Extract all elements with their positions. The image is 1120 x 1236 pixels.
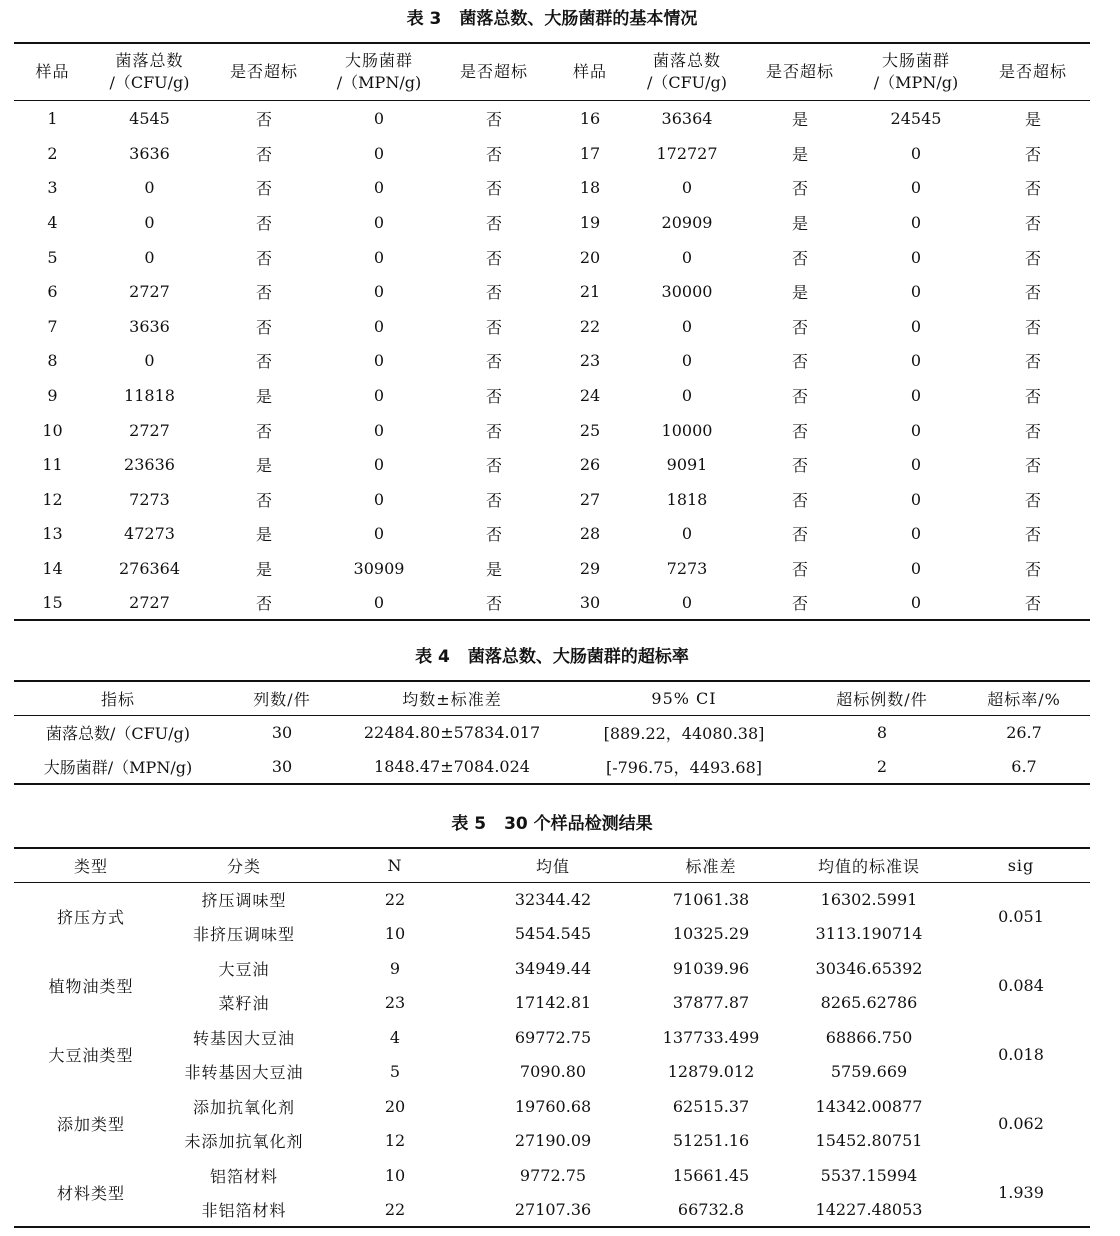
table3-cell: 20909 [661, 212, 713, 232]
table3-cell: 0 [681, 593, 693, 613]
table3-cell: 否 [791, 421, 808, 441]
table3-cell: 0 [373, 385, 385, 405]
table3-cell: 0 [373, 420, 385, 440]
table5-cell: 15452.80751 [815, 1131, 923, 1151]
table4-cell: 菌落总数/（CFU/g) [45, 724, 191, 743]
table3-cell: 0 [910, 489, 922, 509]
table3-cell: 0 [373, 489, 385, 509]
table4-header-cell: 均数±标准差 [402, 689, 502, 709]
table3-cell: 是 [791, 213, 808, 233]
table3-cell: 否 [485, 144, 502, 164]
table3-cell: 否 [1024, 179, 1041, 199]
table3-cell: 否 [485, 213, 502, 233]
table3-header-cell [91, 43, 208, 100]
table3-header-cell [856, 43, 976, 100]
table3-cell: 否 [1024, 352, 1041, 372]
table3-cell: 2727 [129, 420, 170, 440]
table3-cell: 0 [910, 282, 922, 302]
table5-sig-cell: 0.062 [998, 1114, 1044, 1133]
table3-cell: 24 [579, 385, 601, 405]
table3-cell: 否 [485, 525, 502, 545]
table5-cell: 转基因大豆油 [192, 1028, 295, 1048]
table3-cell: 否 [1024, 317, 1041, 337]
table5-type-cell: 添加类型 [56, 1115, 125, 1134]
table3-cell: 21 [579, 282, 601, 302]
table3-cell: 0 [373, 178, 385, 198]
table4-header-cell: 超标率/% [987, 689, 1061, 709]
table3-header-cell: 是否超标 [765, 61, 834, 81]
table3-cell: 0 [681, 385, 693, 405]
table3-cell: 否 [255, 317, 272, 337]
table3-cell: 16 [579, 108, 601, 128]
table3-cell: 否 [485, 248, 502, 268]
table5-cell: 8265.62786 [820, 993, 918, 1013]
table3-cell: 2727 [129, 282, 170, 302]
table5-cell: 69772.75 [514, 1027, 592, 1047]
table3-cell: 否 [791, 594, 808, 614]
table3-cell: 0 [910, 524, 922, 544]
table5-cell: 非转基因大豆油 [184, 1063, 304, 1083]
table3-cell: 276364 [118, 558, 181, 578]
table3-cell: 29 [579, 558, 601, 578]
table3-title: 菌落总数、大肠菌群的基本情况 [459, 9, 698, 29]
table5-cell: 9 [389, 958, 401, 978]
table3-cell: 0 [373, 316, 385, 336]
table4-cell: 30 [271, 723, 293, 742]
table5-cell: 32344.42 [514, 890, 592, 909]
table3-cell: 否 [791, 248, 808, 268]
table3-cell: 22 [579, 316, 601, 336]
table3-cell: 是 [1024, 109, 1041, 129]
header-line: 大肠菌群 [344, 50, 413, 70]
table3-cell: 47273 [124, 524, 175, 544]
header-unit: /（MPN/g) [336, 72, 422, 92]
table4-header-cell: 列数/件 [253, 689, 311, 709]
table5-sig-cell: 1.939 [998, 1182, 1044, 1202]
table5-cell: 14342.00877 [815, 1096, 923, 1116]
table3-cell: 0 [144, 351, 155, 371]
header-line: 菌落总数 [115, 50, 184, 70]
table5-type-cell: 植物油类型 [48, 977, 134, 996]
table5-sig-cell: 0.018 [998, 1045, 1044, 1064]
table3-cell: 否 [791, 525, 808, 545]
table5-cell: 22 [384, 890, 406, 909]
table3-cell: 否 [255, 352, 272, 372]
table3-cell: 否 [1024, 456, 1041, 476]
table5-number: 表 5 [451, 814, 487, 834]
table3-cell: 否 [485, 456, 502, 476]
table3-cell: 8 [47, 351, 58, 371]
header-unit: /（CFU/g) [109, 72, 190, 92]
table5-cell: 非铝箔材料 [201, 1200, 287, 1220]
table3-cell: 18 [579, 178, 601, 198]
table5-cell: 12 [384, 1131, 406, 1151]
table3-cell: 0 [910, 558, 922, 578]
table3-header-cell: 是否超标 [998, 61, 1067, 81]
table3-cell: 19 [579, 212, 601, 232]
table3-cell: 30909 [353, 558, 405, 578]
table5-row [14, 1020, 1090, 1055]
table3-cell: 0 [373, 351, 385, 371]
table3-cell: 否 [485, 490, 502, 510]
table3-cell: 是 [791, 144, 808, 164]
table3-cell: 2727 [129, 593, 170, 613]
table3-cell: 否 [485, 317, 502, 337]
table3-cell: 4 [47, 212, 58, 232]
table3-cell: 11818 [124, 385, 175, 405]
table3-cell: 否 [791, 559, 808, 579]
table5-cell: 10 [384, 1165, 406, 1185]
table3-cell: 否 [1024, 594, 1041, 614]
table3-cell: 5 [47, 247, 58, 267]
table3-cell: 28 [579, 524, 601, 544]
header-line: 菌落总数 [652, 50, 721, 70]
table3-cell: 0 [373, 524, 385, 544]
table3-cell: 23636 [124, 455, 175, 475]
table4 [14, 680, 1090, 785]
table3-cell: 否 [791, 386, 808, 406]
table3-cell: 否 [485, 421, 502, 441]
table5-cell: 5454.545 [514, 924, 592, 944]
table5-type-cell: 大豆油类型 [48, 1046, 134, 1065]
table4-row [14, 715, 1090, 750]
table3-cell: 否 [485, 283, 502, 303]
table3-header-cell [630, 43, 744, 100]
table5-cell: 大豆油 [218, 959, 270, 979]
table3-cell: 13 [42, 524, 63, 544]
table3-cell: 否 [791, 456, 808, 476]
table3-cell: 1818 [666, 489, 708, 509]
table3-cell: 否 [791, 352, 808, 372]
table5-header-cell: 类型 [73, 856, 108, 876]
table3-cell: 0 [910, 385, 922, 405]
table3-header-cell [320, 43, 438, 100]
table3-row [14, 309, 1090, 344]
table3-cell: 否 [255, 421, 272, 441]
table3-cell: 6 [47, 282, 58, 302]
table3-cell: 否 [255, 179, 272, 199]
table5-cell: 71061.38 [672, 890, 750, 909]
table3-row [14, 447, 1090, 482]
table5-row [14, 1193, 1090, 1228]
table3-caption [0, 8, 1104, 30]
table5-cell: 37877.87 [672, 993, 750, 1013]
table5-cell: 10 [384, 924, 406, 944]
table3-cell: 0 [910, 143, 922, 163]
table4-cell: 1848.47±7084.024 [374, 756, 530, 776]
table3-cell: 36364 [661, 108, 713, 128]
table5-cell: 22 [384, 1199, 406, 1219]
table3-cell: 7 [47, 316, 58, 336]
table5-cell: 12879.012 [667, 1062, 755, 1082]
table3-cell: 20 [579, 247, 601, 267]
table4-cell: 30 [271, 756, 293, 776]
table5-cell: 66732.8 [677, 1199, 745, 1219]
table3-cell: 23 [579, 351, 601, 371]
table4-number: 表 4 [415, 647, 450, 667]
table3-cell: 7273 [129, 489, 170, 509]
table5-cell: 9772.75 [519, 1165, 587, 1185]
table3-cell: 30000 [661, 282, 713, 302]
table3-cell: 0 [681, 351, 693, 371]
table3-cell: 否 [1024, 213, 1041, 233]
table4-header-cell: 95% CI [651, 688, 717, 708]
table3-cell: 0 [373, 282, 385, 302]
table5-cell: 30346.65392 [815, 958, 923, 978]
table3-cell: 30 [579, 593, 601, 613]
table3-body [14, 100, 1090, 620]
table5-cell: 16302.5991 [820, 890, 918, 909]
table3-cell: 0 [910, 351, 922, 371]
table5-cell: 20 [384, 1096, 406, 1116]
table3-cell: 否 [791, 490, 808, 510]
table4-cell: [-796.75，4493.68] [605, 757, 763, 777]
table5-cell: 挤压调味型 [201, 891, 287, 910]
table3-row [14, 100, 1090, 136]
table4-body [14, 715, 1090, 784]
table5-cell: 5 [389, 1062, 401, 1082]
table3-cell: 是 [791, 283, 808, 303]
table5-sig-cell: 0.084 [998, 976, 1044, 995]
table3-cell: 0 [910, 178, 922, 198]
table3-cell: 0 [910, 212, 922, 232]
table3-cell: 9 [47, 385, 58, 405]
table3-cell: 否 [1024, 386, 1041, 406]
table5-row [14, 986, 1090, 1021]
table3-cell: 0 [373, 455, 385, 475]
table5-cell: 14227.48053 [815, 1199, 923, 1219]
table3-cell: 0 [144, 247, 155, 267]
table3-cell: 10000 [661, 420, 713, 440]
table3-cell: 否 [1024, 421, 1041, 441]
table5-header-cell: sig [1007, 855, 1035, 875]
table3-cell: 否 [485, 594, 502, 614]
table5-cell: 19760.68 [514, 1096, 592, 1116]
table3-cell: 0 [910, 247, 922, 267]
table4-header-row [14, 681, 1090, 715]
table3-row [14, 240, 1090, 275]
table4-cell: 大肠菌群/（MPN/g) [43, 757, 193, 777]
table3-cell: 17 [579, 143, 601, 163]
table3-cell: 24545 [890, 108, 942, 128]
table4-cell: 26.7 [1006, 723, 1042, 742]
table3-cell: 0 [910, 455, 922, 475]
table3-cell: 否 [1024, 144, 1041, 164]
table3-cell: 否 [255, 490, 272, 510]
table3-cell: 否 [485, 109, 502, 129]
table3-cell: 0 [373, 108, 385, 128]
table5-header-cell: 标准差 [685, 856, 737, 876]
table3-cell: 否 [255, 144, 272, 164]
table3-cell: 11 [42, 455, 63, 475]
table3-row [14, 586, 1090, 621]
table4-cell: [889.22，44080.38] [603, 724, 765, 743]
table3-row [14, 413, 1090, 448]
table3-cell: 否 [791, 179, 808, 199]
table3-cell: 否 [255, 213, 272, 233]
table3-row [14, 136, 1090, 171]
table5-cell: 51251.16 [672, 1131, 750, 1151]
table3-cell: 0 [910, 593, 922, 613]
table5-cell: 91039.96 [672, 958, 750, 978]
table5-cell: 5537.15994 [820, 1165, 918, 1185]
header-line: 大肠菌群 [881, 50, 950, 70]
table3-cell: 27 [579, 489, 601, 509]
table3-number: 表 3 [406, 9, 442, 29]
table3-cell: 15 [42, 593, 63, 613]
table5-row [14, 1089, 1090, 1124]
table3-cell: 172727 [656, 143, 718, 163]
table5-cell: 菜籽油 [218, 994, 270, 1014]
table5-header-cell: 均值的标准误 [817, 856, 920, 876]
table3-cell: 3 [47, 178, 58, 198]
table5-row [14, 882, 1090, 917]
table3-cell: 否 [791, 317, 808, 337]
table3-cell: 9091 [666, 455, 708, 475]
table4-title: 菌落总数、大肠菌群的超标率 [467, 647, 689, 667]
table5-caption [0, 813, 1104, 835]
table3-row [14, 205, 1090, 240]
table5-cell: 27107.36 [514, 1199, 592, 1219]
table5 [14, 847, 1090, 1228]
table3-row [14, 517, 1090, 552]
table5-header-cell: 均值 [535, 856, 570, 876]
table5-title: 30 个样品检测结果 [504, 814, 653, 834]
table5-type-cell: 挤压方式 [56, 908, 125, 928]
table3-cell: 10 [42, 420, 63, 440]
table5-cell: 15661.45 [672, 1165, 750, 1185]
table3-cell: 0 [144, 212, 155, 232]
table5-sig-cell: 0.051 [998, 907, 1044, 927]
table3-cell: 0 [373, 247, 385, 267]
table3-header-cell: 样品 [572, 61, 607, 81]
table3-cell: 2 [47, 143, 58, 163]
table3-cell: 是 [255, 456, 272, 476]
table5-cell: 68866.750 [825, 1027, 913, 1047]
table3-cell: 12 [42, 489, 63, 509]
table5-cell: 137733.499 [662, 1027, 760, 1047]
header-unit: /（MPN/g) [873, 72, 959, 92]
table5-cell: 4 [389, 1027, 401, 1047]
table3-row [14, 344, 1090, 379]
table3-cell: 0 [144, 178, 155, 198]
table3-row [14, 274, 1090, 309]
table5-cell: 未添加抗氧化剂 [184, 1132, 304, 1152]
table5-header-row [14, 848, 1090, 882]
table3-cell: 否 [1024, 490, 1041, 510]
table3-cell: 是 [255, 386, 272, 406]
table3 [14, 42, 1090, 621]
table5-cell: 非挤压调味型 [192, 925, 295, 945]
table3-cell: 否 [485, 352, 502, 372]
table3-cell: 3636 [129, 143, 170, 163]
table3-cell: 4545 [129, 108, 170, 128]
table4-cell: 2 [876, 756, 888, 776]
table4-cell: 22484.80±57834.017 [363, 723, 541, 742]
table3-header-cell: 是否超标 [459, 61, 528, 81]
table3-cell: 否 [255, 594, 272, 614]
table3-row [14, 171, 1090, 206]
table5-cell: 23 [384, 993, 406, 1013]
table5-cell: 34949.44 [514, 958, 592, 978]
table3-cell: 否 [255, 109, 272, 129]
table4-row [14, 750, 1090, 785]
table3-row [14, 378, 1090, 413]
table3-cell: 0 [681, 178, 693, 198]
table5-row [14, 1158, 1090, 1193]
table5-row [14, 1055, 1090, 1090]
table5-cell: 7090.80 [519, 1062, 587, 1082]
table3-cell: 0 [681, 247, 693, 267]
table3-cell: 否 [255, 283, 272, 303]
table3-cell: 否 [1024, 525, 1041, 545]
table5-cell: 5759.669 [830, 1062, 908, 1082]
table5-row [14, 1124, 1090, 1159]
header-unit: /（CFU/g) [646, 72, 728, 92]
table3-header-cell: 是否超标 [229, 61, 298, 81]
table3-cell: 3636 [129, 316, 170, 336]
table3-cell: 0 [910, 420, 922, 440]
table3-cell: 1 [47, 108, 58, 128]
table3-row [14, 551, 1090, 586]
table5-body [14, 882, 1090, 1227]
table3-cell: 否 [485, 179, 502, 199]
table3-cell: 26 [579, 455, 601, 475]
table3-row [14, 482, 1090, 517]
table4-header-cell: 指标 [100, 689, 135, 709]
table3-cell: 否 [1024, 248, 1041, 268]
table3-cell: 0 [373, 143, 385, 163]
table4-cell: 6.7 [1011, 756, 1037, 776]
table5-cell: 17142.81 [514, 993, 592, 1013]
table5-cell: 62515.37 [672, 1096, 750, 1116]
table5-cell: 10325.29 [672, 924, 750, 944]
table3-cell: 是 [791, 109, 808, 129]
table3-cell: 是 [255, 525, 272, 545]
table5-header-cell: N [387, 855, 403, 875]
table4-caption [0, 646, 1104, 668]
table3-cell: 25 [579, 420, 601, 440]
table5-cell: 添加抗氧化剂 [192, 1097, 295, 1117]
table3-cell: 0 [373, 593, 385, 613]
table4-cell: 8 [876, 723, 888, 742]
table3-header-cell: 样品 [35, 61, 70, 81]
table3-header-row [14, 43, 1090, 100]
table3-cell: 否 [255, 248, 272, 268]
table3-cell: 否 [1024, 283, 1041, 303]
table3-cell: 否 [1024, 559, 1041, 579]
table3-cell: 0 [681, 524, 693, 544]
table3-cell: 14 [42, 558, 63, 578]
table5-cell: 27190.09 [514, 1131, 592, 1151]
table5-row [14, 917, 1090, 952]
table5-row [14, 951, 1090, 986]
table5-type-cell: 材料类型 [56, 1183, 125, 1203]
table5-header-cell: 分类 [226, 856, 261, 876]
table4-header-cell: 超标例数/件 [836, 689, 928, 709]
table3-cell: 否 [485, 386, 502, 406]
table5-cell: 3113.190714 [815, 924, 923, 944]
table3-cell: 7273 [666, 558, 708, 578]
table3-cell: 0 [910, 316, 922, 336]
table3-cell: 是 [485, 559, 502, 579]
table3-cell: 0 [681, 316, 693, 336]
table3-cell: 0 [373, 212, 385, 232]
table3-cell: 是 [255, 559, 272, 579]
table5-cell: 铝箔材料 [209, 1166, 278, 1186]
